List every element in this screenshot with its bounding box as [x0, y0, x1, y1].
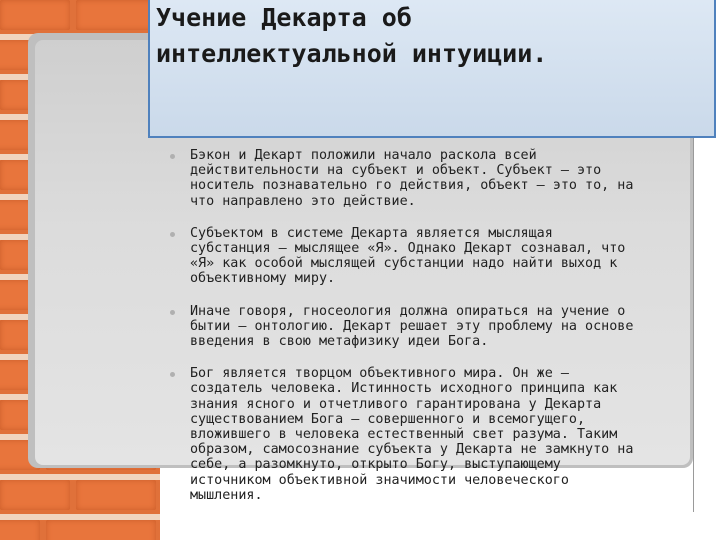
- title-box: [148, 0, 716, 138]
- bullet-item: [168, 148, 698, 209]
- bullet-text: Субъектом в системе Декарта является мыслящая субстанция – мыслящее «Я». Однако Декарт сознавал, что «Я» как особой мыслящей субстанции надо найти выход к объективному миру.: [190, 225, 626, 287]
- bullet-text: Бог является творцом объективного мира. Он же – создатель человека. Истинность исходного принципа как знания ясного и отчетливого гарантирована у Декарта существованием Бога – совершенного и всемогущего, вложившего в человека естественный свет разума. Таким образом, самосознание субъекта у Декарта не замкнуто на себе, а разомкнуто, открыто Богу, выступающему источником объективной значимости человеческого мышления.: [190, 366, 634, 503]
- slide-title: Учение Декарта об интеллектуальной интуиции.: [156, 3, 548, 68]
- bullet-item: [168, 226, 698, 287]
- bullet-item: [168, 366, 698, 503]
- bullet-dot-icon: [170, 154, 175, 159]
- bullet-text: Иначе говоря, гносеология должна опираться на учение о бытии – онтологию. Декарт решает эту проблему на основе введения в свою метафизику идеи Бога.: [190, 303, 634, 350]
- bullet-dot-icon: [170, 232, 175, 237]
- bullet-item: [168, 304, 698, 350]
- bullet-dot-icon: [170, 310, 175, 315]
- bullet-list: [168, 148, 698, 503]
- bullet-text: Бэкон и Декарт положили начало раскола всей действительности на субъект и объект. Субъект – это носитель познавательно го действия, объект – это то, на что направлено это действие.: [190, 148, 634, 209]
- bullet-dot-icon: [170, 372, 175, 377]
